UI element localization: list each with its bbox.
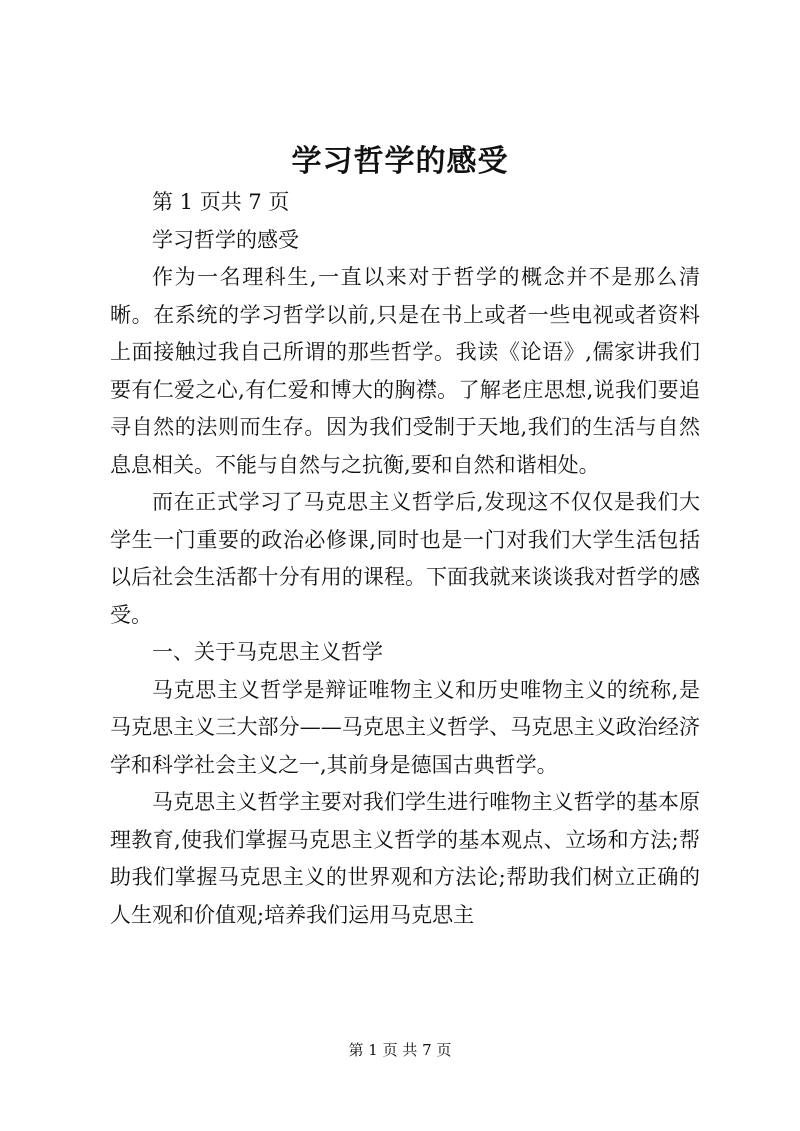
paragraph: 马克思主义哲学主要对我们学生进行唯物主义哲学的基本原理教育,使我们掌握马克思主义哲学的基本观点、立场和方法;帮助我们掌握马克思主义的世界观和方法论;帮助我们树立正确的人生观和价值观;培养我们运用马克思主	[110, 790, 700, 927]
document-body	[110, 184, 700, 934]
paragraph: 马克思主义哲学是辩证唯物主义和历史唯物主义的统称,是马克思主义三大部分——马克思主义哲学、马克思主义政治经济学和科学社会主义之一,其前身是德国古典哲学。	[110, 677, 700, 777]
section-heading: 一、关于马克思主义哲学	[152, 640, 383, 664]
subtitle-line: 学习哲学的感受	[152, 227, 299, 252]
page-footer: 第 1 页 共 7 页	[348, 1041, 452, 1059]
paragraph: 而在正式学习了马克思主义哲学后,发现这不仅仅是我们大学生一门重要的政治必修课,同时也是一门对我们大学生活包括以后社会生活都十分有用的课程。下面我就来谈谈我对哲学的感受。	[110, 490, 700, 627]
paragraph: 作为一名理科生,一直以来对于哲学的概念并不是那么清晰。在系统的学习哲学以前,只是在书上或者一些电视或者资料上面接触过我自己所谓的那些哲学。我读《论语》,儒家讲我们要有仁爱之心,有仁爱和博大的胸襟。了解老庄思想,说我们要追寻自然的法则而生存。因为我们受制于天地,我们的生活与自然息息相关。不能与自然与之抗衡,要和自然和谐相处。	[110, 265, 700, 477]
document-title: 学习哲学的感受	[291, 144, 509, 179]
page-indicator-line: 第 1 页共 7 页	[152, 190, 290, 214]
